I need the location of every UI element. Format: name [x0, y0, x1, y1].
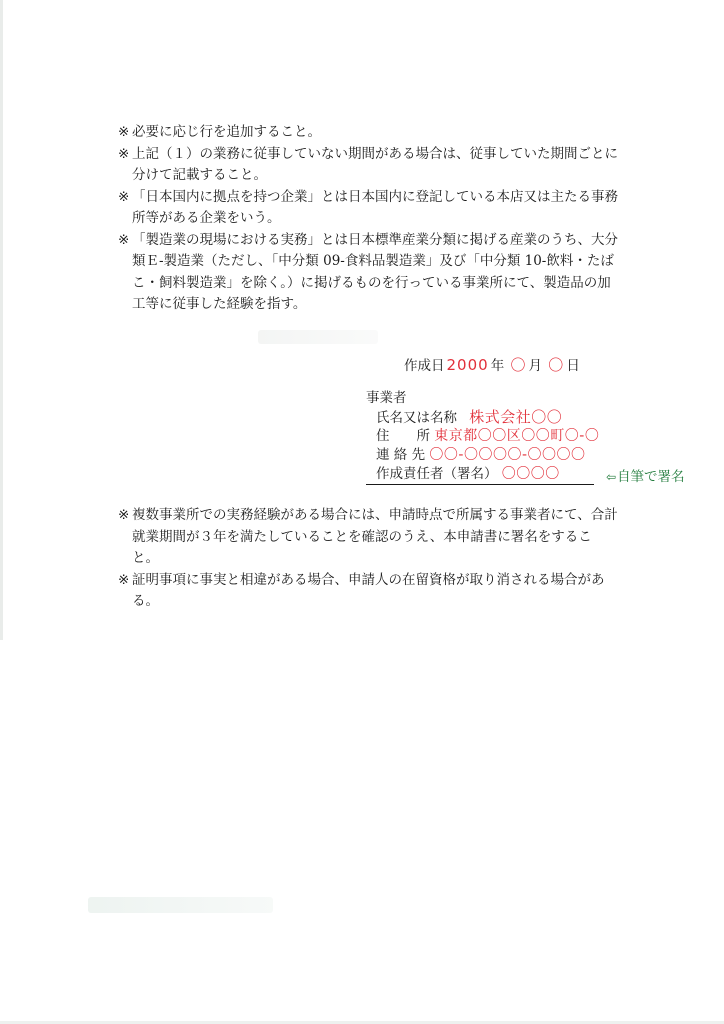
note-text: 「日本国内に拠点を持つ企業」とは日本国内に登記している本店又は主たる事務所等がある企業をいう。: [132, 188, 618, 226]
note-mark: ※: [118, 145, 130, 162]
scan-edge-shadow: [0, 0, 3, 640]
note-mark: ※: [118, 188, 130, 205]
note-text: 必要に応じ行を追加すること。: [132, 124, 321, 140]
date-day-value: 〇: [548, 356, 565, 374]
note-text: 上記（１）の業務に従事していない期間がある場合は、従事していた期間ごとに分けて記載すること。: [132, 145, 618, 183]
employer-address-label: 住 所: [376, 428, 430, 444]
employer-author-row: [366, 465, 594, 485]
note-item: [118, 122, 618, 144]
note-item: [118, 187, 618, 230]
date-year-unit: 年: [490, 358, 505, 374]
note-mark: ※: [118, 124, 130, 140]
employer-contact-label: 連 絡 先: [376, 447, 426, 463]
employer-heading: 事業者: [366, 390, 407, 406]
note-item: [118, 505, 618, 570]
employer-address-row: [366, 427, 599, 446]
faint-bottom-residue: [88, 897, 273, 913]
faint-stamp-residue: [258, 330, 378, 344]
employer-contact-value: 〇〇-〇〇〇〇-〇〇〇〇: [429, 447, 586, 463]
note-item: [118, 570, 618, 613]
note-text: 複数事業所での実務経験がある場合には、申請時点で所属する事業者にて、合計就業期間が３年を満たしていることを確認のうえ、本申請書に署名をすること。: [132, 507, 618, 566]
date-day-unit: 日: [566, 358, 580, 374]
notes-bottom: [118, 505, 618, 613]
note-mark: ※: [118, 231, 130, 248]
date-month-unit: 月: [528, 358, 542, 374]
note-item: [118, 230, 618, 316]
employer-author-label: 作成責任者（署名）: [376, 466, 498, 482]
handwritten-signature-note: [606, 465, 685, 485]
date-month-value: 〇: [510, 356, 527, 374]
employer-block: [366, 389, 599, 485]
employer-address-value: 東京都〇〇区〇〇町〇-〇: [434, 428, 600, 444]
handwritten-note-text: 自筆で署名: [617, 469, 685, 485]
note-text: 「製造業の現場における実務」とは日本標準産業分類に掲げる産業のうち、大分類Ｅ-製造業（ただし、「中分類 09-食料品製造業」及び「中分類 10-飲料・たばこ・飼料製造業」を除く。）に掲げるものを行っている事業所にて、製造品の加工等に従事した経験を指す。: [132, 231, 618, 312]
date-year-value: 2000: [446, 356, 489, 374]
employer-name-row: [366, 408, 599, 427]
note-mark: ※: [118, 507, 130, 523]
employer-name-value: 株式会社〇〇: [469, 408, 563, 426]
notes-top: [118, 122, 618, 316]
employer-author-value: 〇〇〇〇: [501, 466, 560, 482]
arrow-left-icon: ⇦: [606, 470, 617, 484]
note-text: 証明事項に事実と相違がある場合、申請人の在留資格が取り消される場合がある。: [132, 571, 605, 609]
note-item: [118, 144, 618, 187]
employer-name-label: 氏名又は名称: [376, 410, 457, 426]
employer-contact-row: [366, 446, 599, 465]
note-mark: ※: [118, 571, 130, 588]
creation-date: [404, 354, 580, 375]
date-label: 作成日: [404, 358, 445, 374]
